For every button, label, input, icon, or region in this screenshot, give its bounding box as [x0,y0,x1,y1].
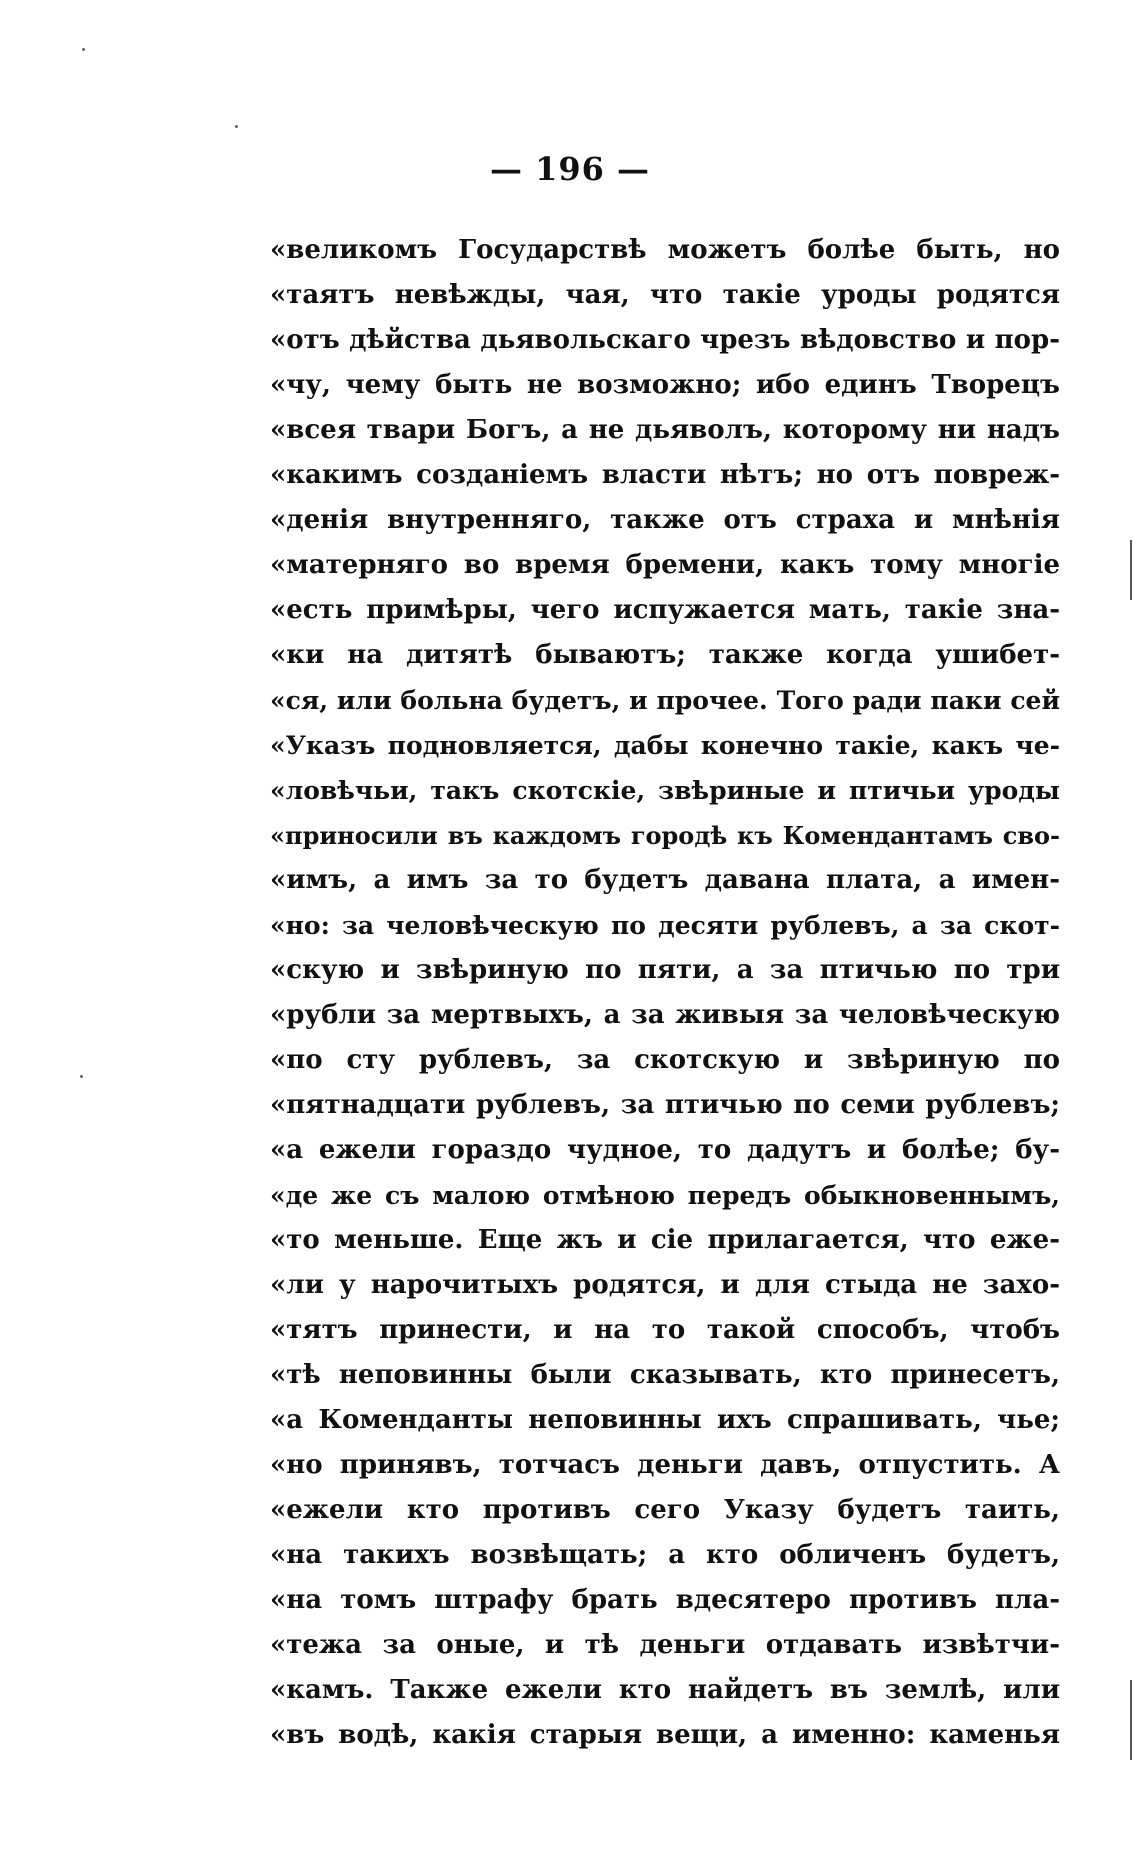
text-line: «камъ. Также ежели кто найдетъ въ землѣ, или [270,1675,1060,1705]
text-line: «рубли за мертвыхъ, а за живыя за человѣческую [270,1000,1060,1030]
text-line: «тѣ неповинны были сказывать, кто принесетъ, [270,1360,1060,1390]
text-line: «приносили въ каждомъ городѣ къ Комендантамъ сво- [270,821,1060,850]
text-line: «пятнадцати рублевъ, за птичью по семи рублевъ; [270,1090,1060,1120]
text-line: «Указъ подновляется, дабы конечно такіе, какъ че- [270,731,1060,760]
text-line: «тежа за оные, и тѣ деньги отдавать извѣтчи- [270,1630,1060,1660]
page-number: — 196 — [489,150,651,188]
text-line: «де же съ малою отмѣною передъ обыкновеннымъ, [270,1181,1060,1210]
scan-speck [235,125,238,128]
text-line: «но принявъ, тотчасъ деньги давъ, отпустить. А [270,1450,1060,1480]
text-line: «чу, чему быть не возможно; ибо единъ Творецъ [270,370,1060,400]
text-line: «а ежели гораздо чудное, то дадутъ и болѣе; бу- [270,1135,1060,1165]
text-line: «на томъ штрафу брать вдесятеро противъ пла- [270,1585,1060,1615]
text-line: «таятъ невѣжды, чая, что такіе уроды родятся [270,280,1060,310]
text-line: «ки на дитятѣ бываютъ; также когда ушибет- [270,640,1060,670]
text-line: «денія внутренняго, также отъ страха и мнѣнія [270,505,1060,535]
body-text [270,228,1060,1758]
text-line: «ли у нарочитыхъ родятся, и для стыда не захо- [270,1270,1060,1300]
text-line: «скую и звѣриную по пяти, а за птичью по три [270,955,1060,985]
text-line: «всея твари Богъ, а не дьяволъ, которому ни надъ [270,415,1060,445]
text-line: «имъ, а имъ за то будетъ давана плата, а имен- [270,865,1060,895]
scan-speck [80,1075,83,1078]
text-line: «ся, или больна будетъ, и прочее. Того ради паки сей [270,686,1060,715]
text-line: «по сту рублевъ, за скотскую и звѣриную по [270,1045,1060,1075]
text-line: «ежели кто противъ сего Указу будетъ таить, [270,1495,1060,1525]
scan-speck [82,48,85,51]
text-line: «великомъ Государствѣ можетъ болѣе быть, но [270,235,1060,265]
text-line: «матерняго во время бремени, какъ тому многіе [270,550,1060,580]
text-line: «то меньше. Еще жъ и сіе прилагается, что еже- [270,1225,1060,1255]
margin-mark [1130,540,1132,600]
text-line: «а Коменданты неповинны ихъ спрашивать, чье; [270,1405,1060,1435]
margin-mark [1130,1680,1132,1760]
text-line: «ловѣчьи, такъ скотскіе, звѣриные и птичьи уроды [270,776,1060,805]
text-line: «но: за человѣческую по десяти рублевъ, а за скот- [270,911,1060,940]
text-line: «въ водѣ, какія старыя вещи, а именно: каменья [270,1720,1060,1750]
text-line: «на такихъ возвѣщать; а кто обличенъ будетъ, [270,1540,1060,1570]
text-line: «тятъ принести, и на то такой способъ, чтобъ [270,1315,1060,1345]
text-line: «отъ дѣйства дьявольскаго чрезъ вѣдовство и пор- [270,325,1060,355]
text-line: «есть примѣры, чего испужается мать, такіе зна- [270,595,1060,625]
text-line: «какимъ созданіемъ власти нѣтъ; но отъ повреж- [270,460,1060,490]
